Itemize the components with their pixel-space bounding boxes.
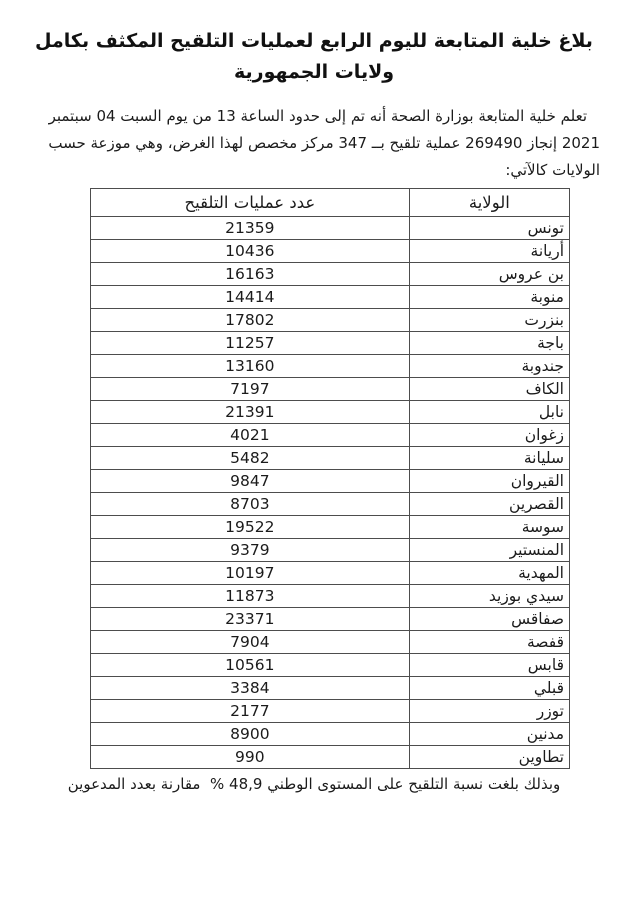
governorate-cell: جندوبة [409,355,569,378]
count-column-header: عدد عمليات التلقيح [91,189,410,217]
table-row [91,654,570,677]
count-cell: 14414 [91,286,410,309]
governorate-cell: منوبة [409,286,569,309]
count-cell: 13160 [91,355,410,378]
governorate-cell: تونس [409,217,569,240]
governorate-cell: أريانة [409,240,569,263]
governorate-cell: باجة [409,332,569,355]
count-cell: 23371 [91,608,410,631]
governorate-cell: بن عروس [409,263,569,286]
governorate-cell: القصرين [409,493,569,516]
count-cell: 17802 [91,309,410,332]
vaccination-table-body [91,217,570,769]
bulletin-title: بلاغ خلية المتابعة لليوم الرابع لعمليات التلقيح المكثف بكامل ولايات الجمهورية [35,30,593,83]
count-cell: 990 [91,746,410,769]
table-row [91,585,570,608]
vaccination-table [90,188,570,769]
vaccination-table-head [91,189,570,217]
count-cell: 10561 [91,654,410,677]
count-cell: 9379 [91,539,410,562]
table-row [91,677,570,700]
count-cell: 19522 [91,516,410,539]
governorate-cell: قابس [409,654,569,677]
table-row [91,286,570,309]
table-row [91,217,570,240]
table-row [91,332,570,355]
count-cell: 7197 [91,378,410,401]
table-row [91,263,570,286]
table-row [91,424,570,447]
table-row [91,378,570,401]
count-cell: 11873 [91,585,410,608]
table-row [91,516,570,539]
count-cell: 16163 [91,263,410,286]
governorate-cell: تطاوين [409,746,569,769]
governorate-cell: سيدي بوزيد [409,585,569,608]
count-cell: 5482 [91,447,410,470]
table-row [91,700,570,723]
governorate-cell: سليانة [409,447,569,470]
governorate-cell: المهدية [409,562,569,585]
count-cell: 8900 [91,723,410,746]
governorate-cell: صفاقس [409,608,569,631]
table-row [91,401,570,424]
governorate-cell: المنستير [409,539,569,562]
intro-paragraph: تعلم خلية المتابعة بوزارة الصحة أنه تم إلى حدود الساعة 13 من يوم السبت 04 سبتمبر 2021 إنجاز 269490 عملية تلقيح بــ 347 مركز مخصص لهذا الغرض، وهي موزعة حسب الولايات كالآتي: [48,107,600,179]
count-cell: 10197 [91,562,410,585]
count-cell: 11257 [91,332,410,355]
count-cell: 3384 [91,677,410,700]
count-cell: 21359 [91,217,410,240]
governorate-cell: بنزرت [409,309,569,332]
count-cell: 4021 [91,424,410,447]
count-cell: 7904 [91,631,410,654]
footer-note: وبذلك بلغت نسبة التلقيح على المستوى الوطني 48,9 % مقارنة بعدد المدعوين [67,775,561,793]
count-cell: 8703 [91,493,410,516]
table-row [91,746,570,769]
count-cell: 2177 [91,700,410,723]
count-cell: 21391 [91,401,410,424]
table-row [91,493,570,516]
table-row [91,723,570,746]
table-row [91,309,570,332]
governorate-cell: الكاف [409,378,569,401]
table-row [91,470,570,493]
table-row [91,355,570,378]
governorate-cell: قفصة [409,631,569,654]
governorate-cell: قبلي [409,677,569,700]
table-header-row [91,189,570,217]
governorate-cell: نابل [409,401,569,424]
governorate-column-header: الولاية [409,189,569,217]
table-row [91,631,570,654]
governorate-cell: القيروان [409,470,569,493]
governorate-cell: مدنين [409,723,569,746]
governorate-cell: توزر [409,700,569,723]
governorate-cell: زغوان [409,424,569,447]
table-row [91,539,570,562]
count-cell: 10436 [91,240,410,263]
table-row [91,240,570,263]
count-cell: 9847 [91,470,410,493]
table-row [91,447,570,470]
table-row [91,562,570,585]
governorate-cell: سوسة [409,516,569,539]
table-row [91,608,570,631]
